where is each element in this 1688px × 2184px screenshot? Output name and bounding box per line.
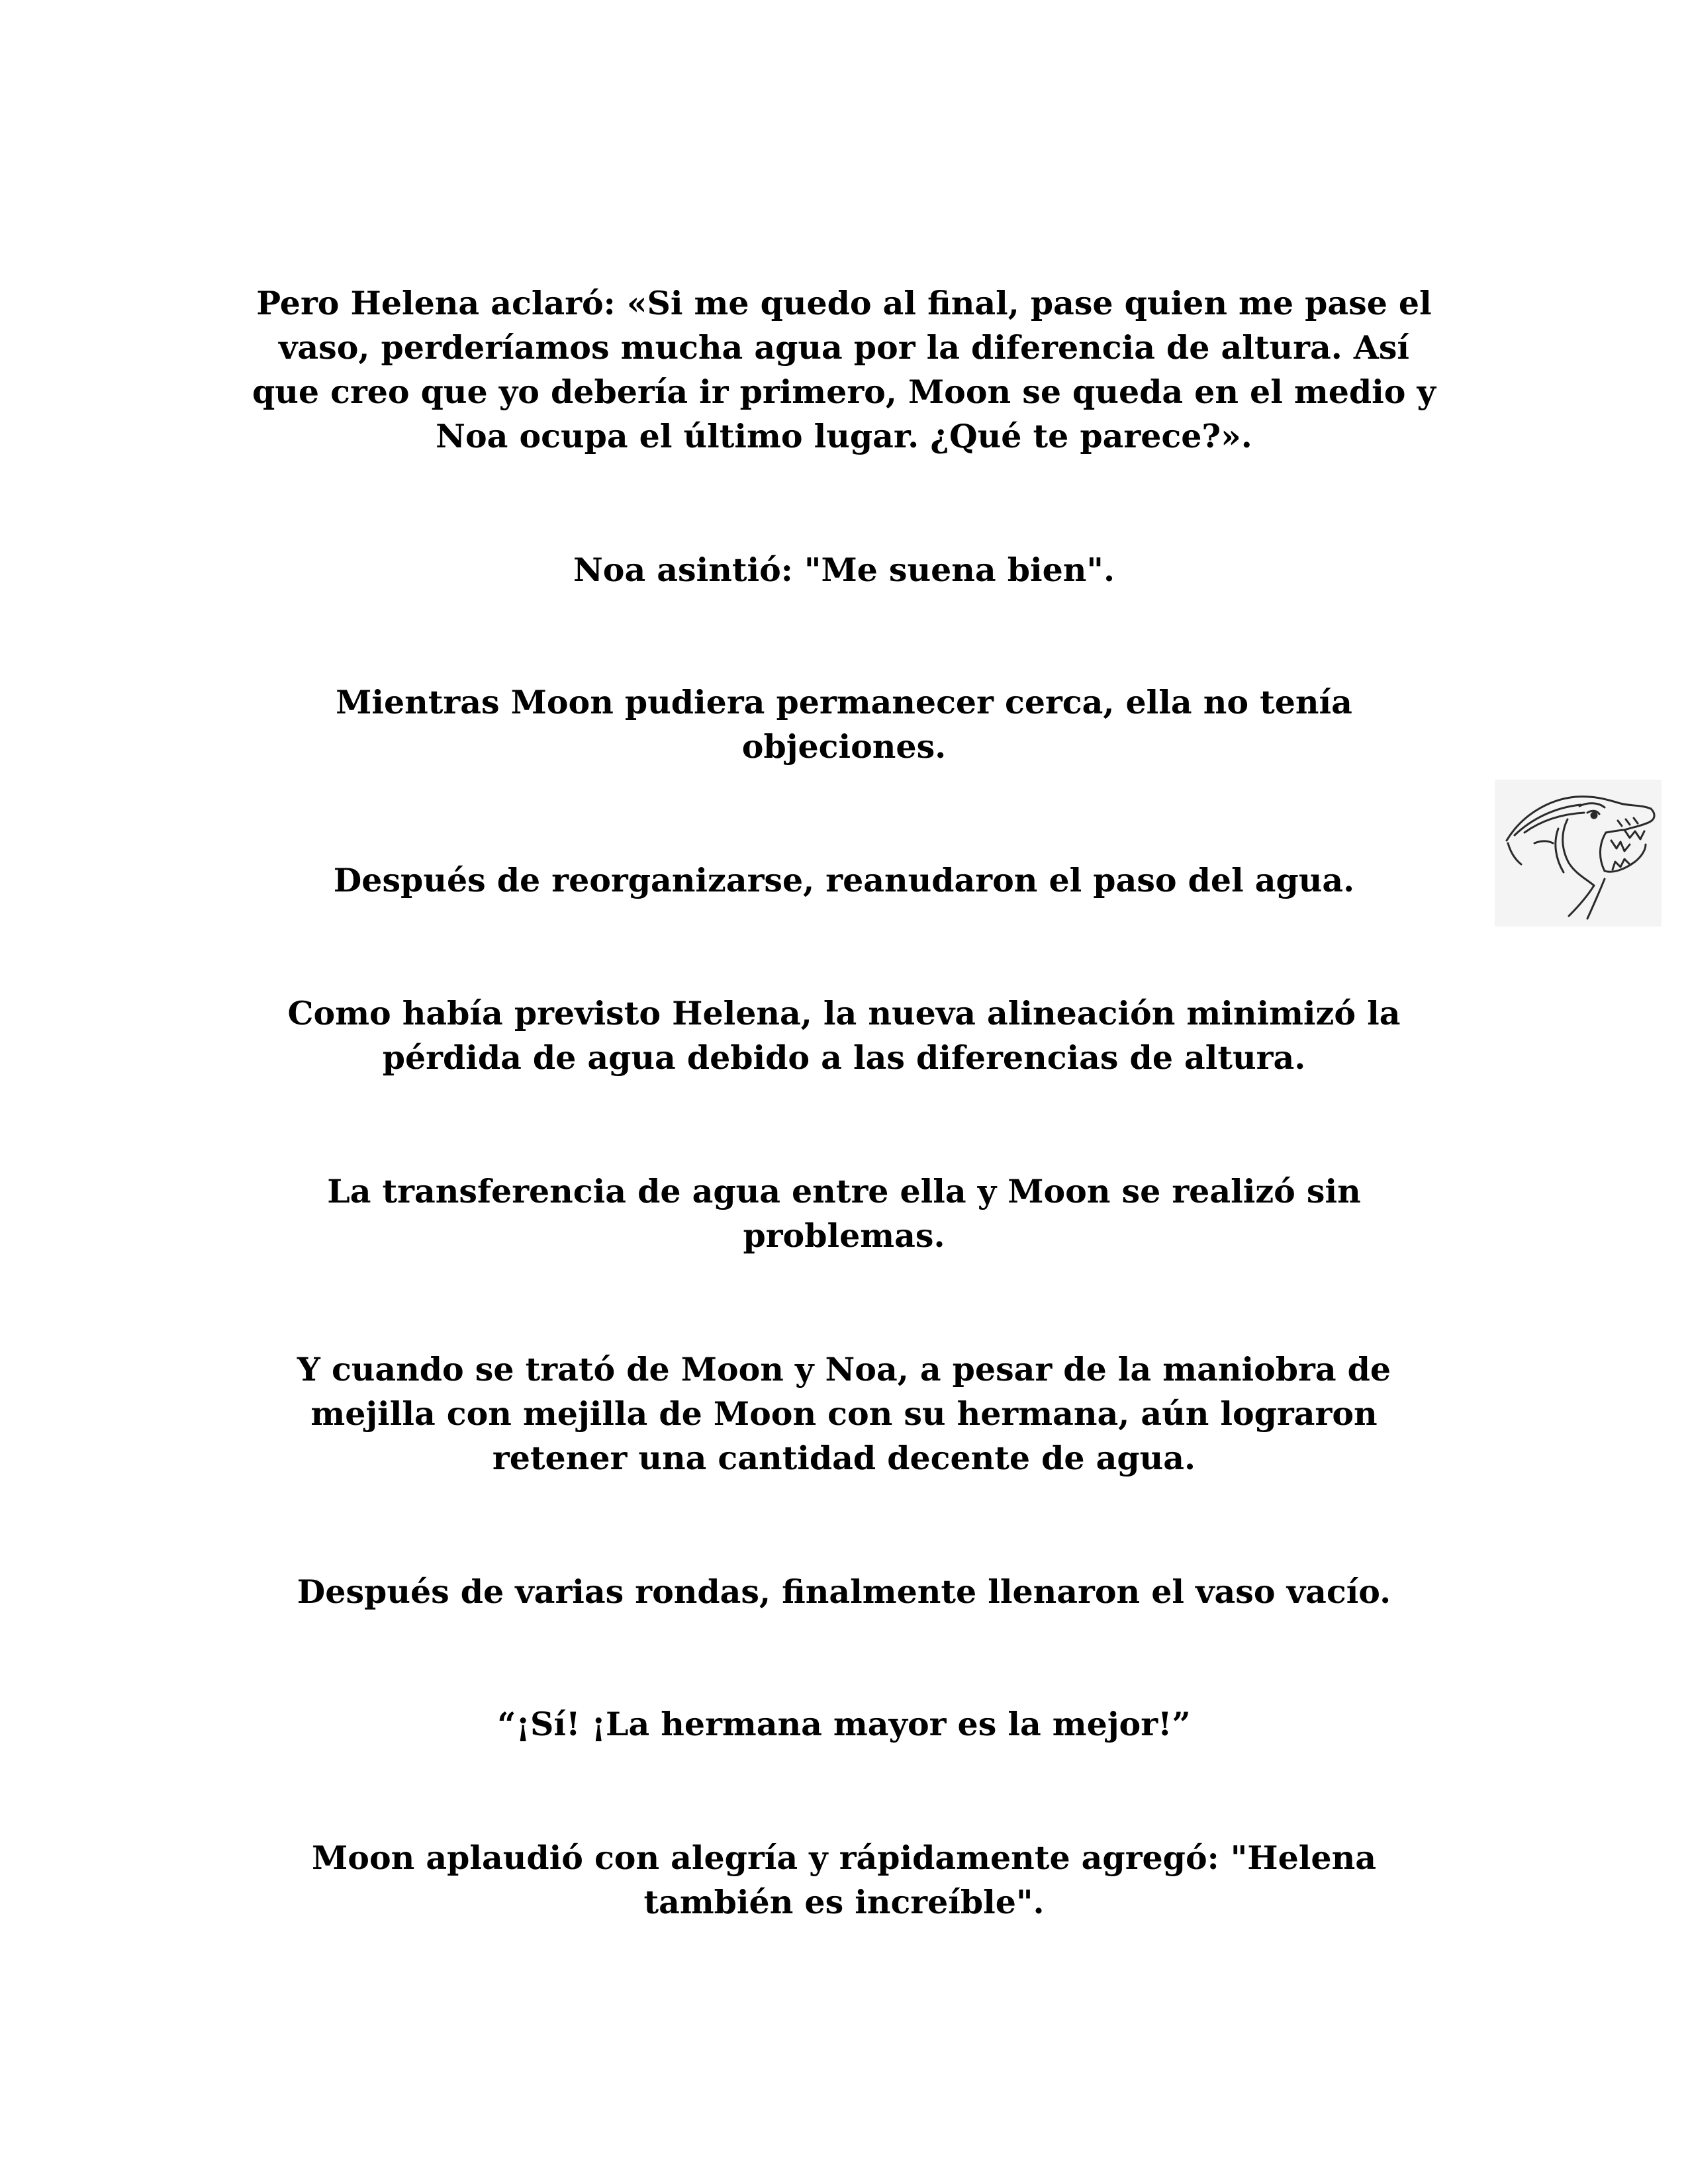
paragraph: “¡Sí! ¡La hermana mayor es la mejor!” — [497, 1705, 1191, 1743]
paragraph: Después de varias rondas, finalmente llenaron el vaso vacío. — [297, 1572, 1391, 1611]
paragraph: Noa asintió: "Me suena bien". — [573, 551, 1115, 589]
paragraph: Pero Helena aclaró: «Si me quedo al final, pase quien me pase el vaso, perderíamos mucha agua por la diferencia de altura. Así que creo que yo debería ir primero, Moon se queda en el medio y Noa ocupa el último lugar. ¿Qué te parece?». — [252, 284, 1436, 455]
paragraph: La transferencia de agua entre ella y Moon se realizó sin problemas. — [327, 1172, 1361, 1255]
paragraph: Moon aplaudió con alegría y rápidamente agregó: "Helena también es increíble". — [312, 1839, 1376, 1921]
paragraph: Después de reorganizarse, reanudaron el paso del agua. — [333, 861, 1355, 899]
dinosaur-head-icon — [1495, 780, 1662, 927]
paragraph: Mientras Moon pudiera permanecer cerca, ella no tenía objeciones. — [336, 683, 1352, 766]
paragraph: Como había previsto Helena, la nueva alineación minimizó la pérdida de agua debido a las diferencias de altura. — [287, 994, 1401, 1077]
paragraph: Y cuando se trató de Moon y Noa, a pesar de la maniobra de mejilla con mejilla de Moon con su hermana, aún lograron retener una cantidad decente de agua. — [297, 1350, 1391, 1477]
